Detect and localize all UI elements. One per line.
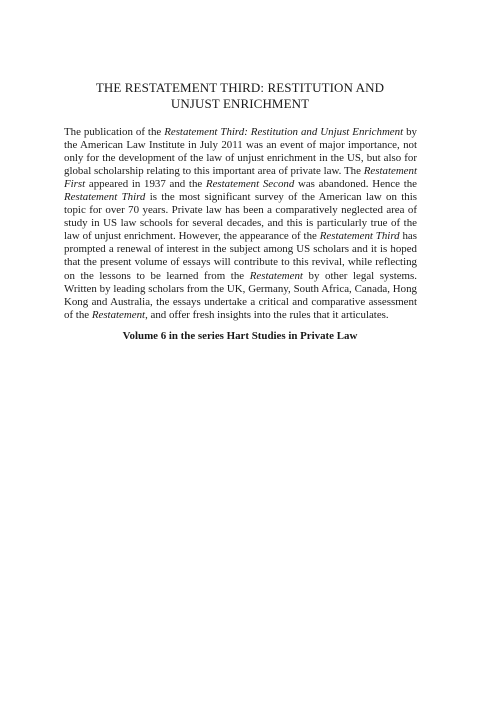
body-segment-italic: Restatement Third: Restitution and Unjust Enrichment bbox=[164, 126, 404, 138]
body-segment: The publication of the bbox=[64, 126, 165, 138]
series-note: Volume 6 in the series Hart Studies in Private Law bbox=[122, 330, 358, 342]
title-line-2: UNJUST ENRICHMENT bbox=[170, 96, 310, 111]
body-segment: by the American Law Institute in July 2011 was an event of major importance, not only for the development of the law of unjust enrichment in the US, but also for global scholarship relating to this important area of private law. The bbox=[64, 126, 417, 178]
body-segment: appeared in 1937 and the bbox=[85, 178, 206, 191]
page-title bbox=[60, 80, 420, 112]
body-segment-italic: Restatement Second bbox=[205, 178, 295, 191]
description-paragraph bbox=[64, 126, 417, 322]
body-segment: , and offer fresh insights into the rules that it articulates. bbox=[145, 308, 389, 321]
body-segment: has prompted a renewal of interest in the subject among US scholars and it is hoped that the present volume of essays will contribute to this revival, while reflecting on the lessons to be learned from the bbox=[64, 230, 418, 282]
body-segment-italic: Restatement bbox=[249, 269, 303, 282]
body-segment: by other legal systems. Written by leading scholars from the UK, Germany, South Africa, Canada, Hong Kong and Australia, the essays undertake a critical and comparative assessment of the bbox=[64, 269, 417, 321]
body-segment-italic: Restatement bbox=[91, 308, 146, 321]
body-segment: is the most significant survey of the American law on this topic for over 70 years. Private law has been a comparatively neglected area of study in US law schools for several decades, and this is particularly true of the law of unjust enrichment. However, the appearance of the bbox=[64, 191, 418, 243]
title-line-1: THE RESTATEMENT THIRD: RESTITUTION AND bbox=[95, 80, 385, 95]
body-segment-italic: Restatement Third bbox=[319, 230, 400, 243]
body-segment-italic: Restatement Third bbox=[64, 191, 146, 204]
body-segment: was abandoned. Hence the bbox=[294, 178, 418, 191]
body-segment-italic: Restatement First bbox=[64, 165, 417, 191]
